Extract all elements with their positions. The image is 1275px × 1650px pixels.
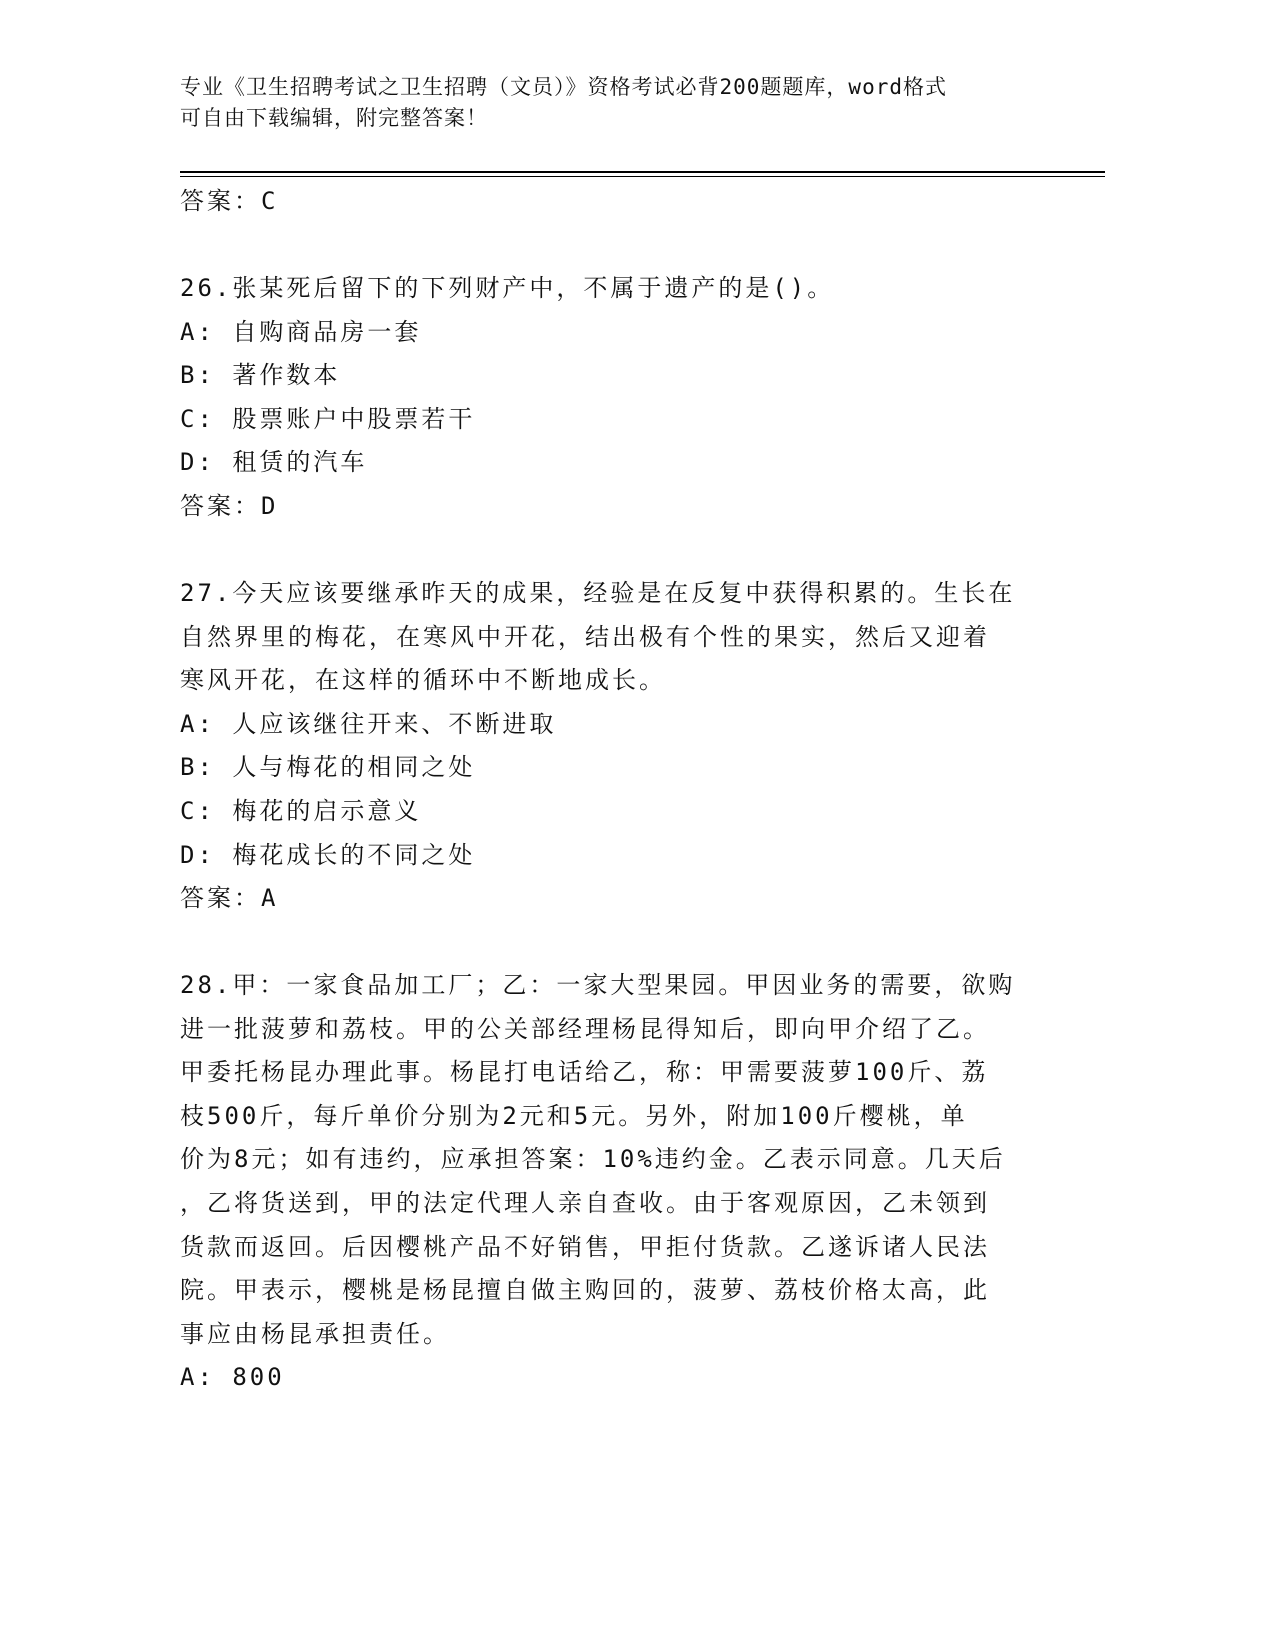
question-text: 枝500斤，每斤单价分别为2元和5元。另外，附加100斤樱桃，单 [180, 1101, 968, 1130]
option-b: B: 人与梅花的相同之处 [180, 753, 476, 782]
question-text: 27.今天应该要继承昨天的成果，经验是在反复中获得积累的。生长在 [180, 579, 1016, 607]
option-c: C: 梅花的启示意义 [180, 796, 422, 825]
question-26 [180, 267, 1040, 529]
question-text: 货款而返回。后因樱桃产品不好销售，甲拒付货款。乙遂诉诸人民法 [180, 1232, 990, 1261]
option-a: A: 800 [180, 1363, 285, 1392]
question-text: ，乙将货送到，甲的法定代理人亲自查收。由于客观原因，乙未领到 [180, 1188, 990, 1217]
option-b: B: 著作数本 [180, 361, 341, 390]
question-text: 事应由杨昆承担责任。 [180, 1319, 450, 1348]
question-28 [180, 964, 1040, 1400]
option-c: C: 股票账户中股票若干 [180, 404, 476, 433]
option-a: A: 自购商品房一套 [180, 317, 422, 346]
question-text: 寒风开花，在这样的循环中不断地成长。 [180, 666, 666, 695]
answer-text: 答案：D [180, 491, 279, 520]
answer-text: 答案：C [180, 187, 279, 215]
option-d: D: 梅花成长的不同之处 [180, 840, 476, 869]
question-text: 进一批菠萝和荔枝。甲的公关部经理杨昆得知后，即向甲介绍了乙。 [180, 1014, 990, 1043]
header-line: 专业《卫生招聘考试之卫生招聘（文员）》资格考试必背200题题库，word格式 [180, 75, 947, 99]
answer-text: 答案：A [180, 884, 279, 913]
previous-answer-block [180, 180, 1040, 224]
question-text: 价为8元；如有违约，应承担答案：10%违约金。乙表示同意。几天后 [180, 1145, 1006, 1174]
option-d: D: 租赁的汽车 [180, 448, 368, 477]
header-divider [180, 176, 1105, 177]
header-line: 可自由下载编辑，附完整答案！ [180, 106, 488, 130]
question-27 [180, 572, 1040, 921]
option-a: A: 人应该继往开来、不断进取 [180, 709, 557, 738]
question-text: 自然界里的梅花，在寒风中开花，结出极有个性的果实，然后又迎着 [180, 622, 990, 651]
question-text: 26.张某死后留下的下列财产中，不属于遗产的是()。 [180, 274, 835, 302]
question-text: 28.甲：一家食品加工厂；乙：一家大型果园。甲因业务的需要，欲购 [180, 971, 1016, 999]
header-divider [180, 171, 1105, 173]
document-header [180, 72, 1030, 134]
question-text: 甲委托杨昆办理此事。杨昆打电话给乙，称：甲需要菠萝100斤、荔 [180, 1058, 989, 1087]
question-text: 院。甲表示，樱桃是杨昆擅自做主购回的，菠萝、荔枝价格太高，此 [180, 1276, 990, 1305]
